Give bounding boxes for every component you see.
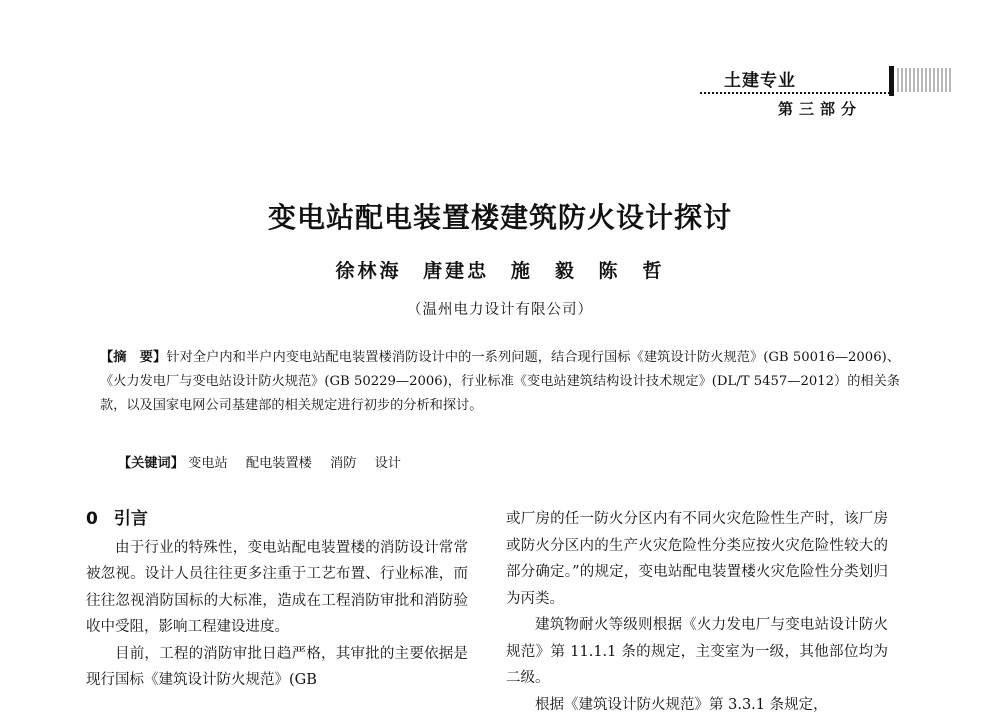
header-section-label: 土建专业 [724,66,796,91]
paragraph: 根据《建筑设计防火规范》第 3.3.1 条规定， [506,692,888,718]
left-column [86,506,468,694]
author: 徐林海 [336,260,402,282]
keywords [118,452,415,471]
affiliation: （温州电力设计有限公司） [0,298,1000,319]
header-logo-mark [897,68,953,92]
author-list [0,256,1000,283]
section-number: 0 [86,509,98,529]
paragraph: 目前，工程的消防审批日趋严格，其审批的主要依据是现行国标《建筑设计防火规范》(GB [86,641,468,694]
keyword: 变电站 [188,456,228,471]
keywords-label: 【关键词】 [118,456,184,471]
abstract [100,346,900,418]
author: 陈 哲 [598,260,664,282]
keyword: 消防 [330,456,356,471]
keyword: 配电装置楼 [246,456,312,471]
header-bar [889,66,894,96]
paragraph: 或厂房的任一防火分区内有不同火灾危险性生产时，该厂房或防火分区内的生产火灾危险性分类应按火灾危险性较大的部分确定。”的规定，变电站配电装置楼火灾危险性分类划归为丙类。 [506,506,888,612]
section-title: 引言 [114,509,148,529]
section-heading [86,506,468,533]
abstract-text: 针对全户内和半户内变电站配电装置楼消防设计中的一系列问题，结合现行国标《建筑设计防火规范》(GB 50016—2006)、《火力发电厂与变电站设计防火规范》(GB 50229—2006)，行业标准《变电站建筑结构设计技术规定》(DL/T 5457—2012）的相关条款，以及国家电网公司基建部的相关规定进行初步的分析和探讨。 [100,350,900,413]
right-column [506,506,888,718]
header-part-label: 第三部分 [778,98,862,119]
header-dotted-rule [700,92,890,94]
author: 施 毅 [511,260,577,282]
paper-title: 变电站配电装置楼建筑防火设计探讨 [0,196,1000,236]
paragraph: 建筑物耐火等级则根据《火力发电厂与变电站设计防火规范》第 11.1.1 条的规定，主变室为一级，其他部位均为二级。 [506,612,888,692]
abstract-label: 【摘 要】 [100,350,166,365]
keyword: 设计 [375,456,401,471]
author: 唐建忠 [423,260,489,282]
paragraph: 由于行业的特殊性，变电站配电装置楼的消防设计常常被忽视。设计人员往往更多注重于工艺布置、行业标准，而往往忽视消防国标的大标准，造成在工程消防审批和消防验收中受阻，影响工程建设进度。 [86,535,468,641]
